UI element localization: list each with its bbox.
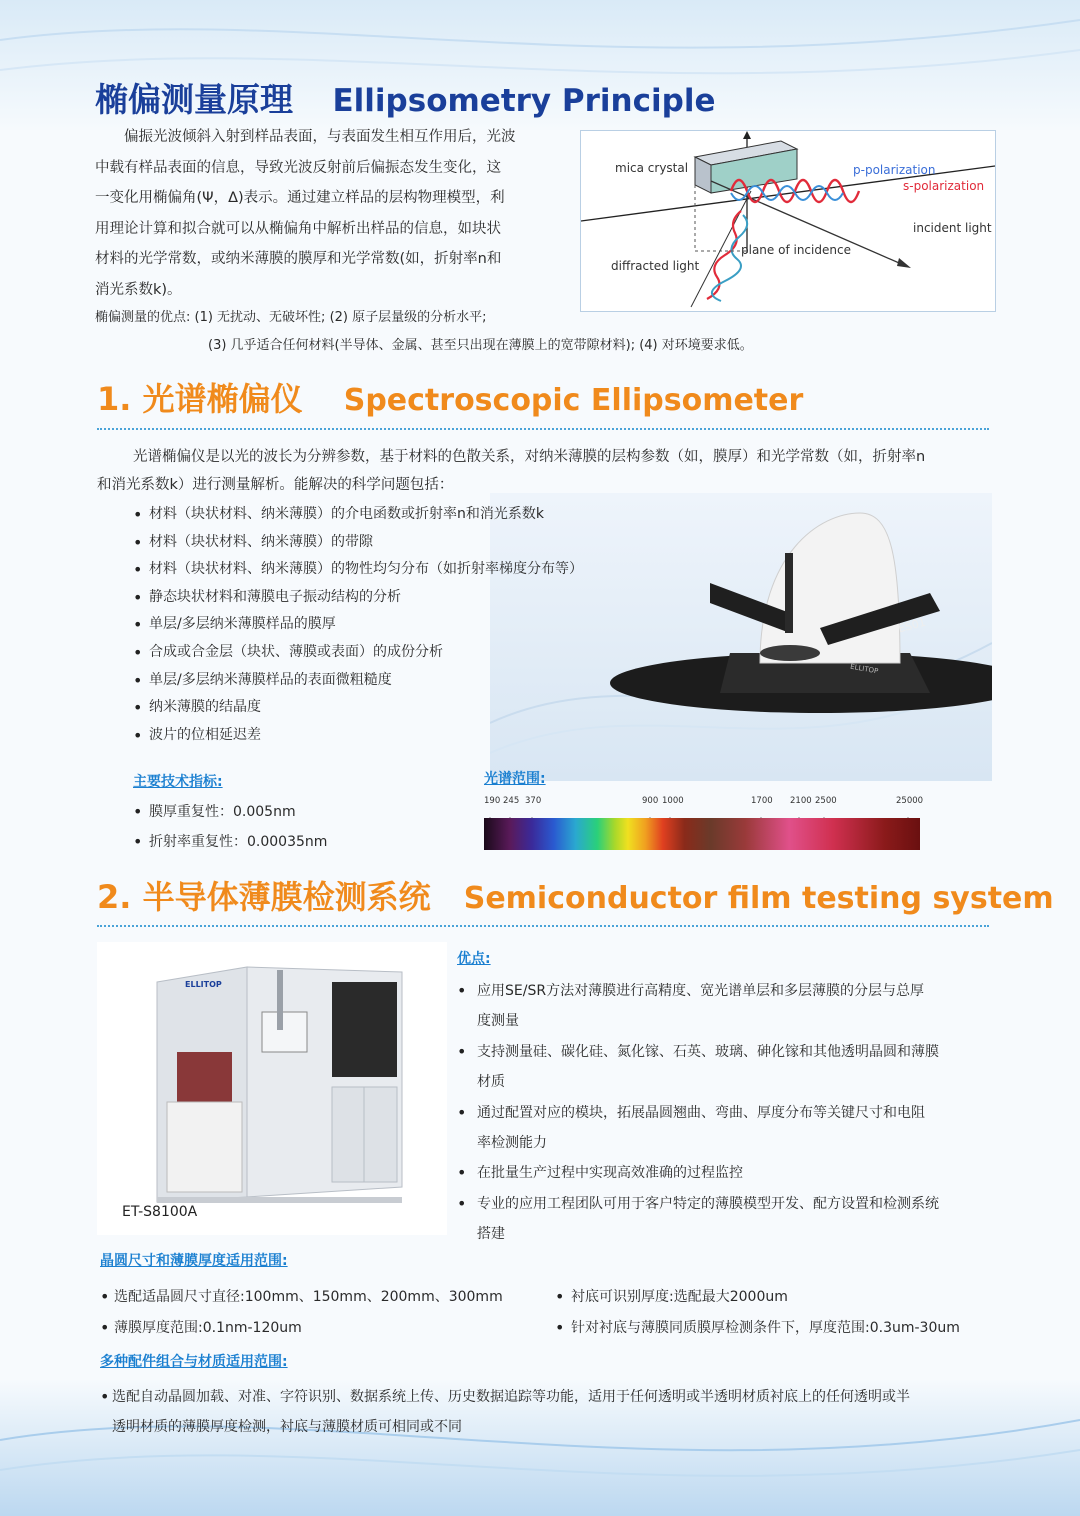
section2-divider bbox=[97, 925, 989, 927]
section1-intro-line: 和消光系数k）进行测量解析。能解决的科学问题包括： bbox=[97, 477, 454, 493]
combo-list bbox=[100, 1382, 995, 1442]
list-item bbox=[457, 1158, 993, 1188]
section1-title-cn: 1. 光谱椭偏仪 bbox=[97, 380, 303, 418]
list-item bbox=[457, 976, 993, 1037]
section1-title bbox=[97, 374, 803, 420]
semiconductor-system-photo bbox=[97, 942, 447, 1235]
combo-line: • 选配自动晶圆加载、对准、字符识别、数据系统上传、历史数据追踪等功能，适用于任何透明或半透明材质衬底上的任何透明或半 bbox=[112, 1389, 910, 1405]
principle-title-cn: 椭偏测量原理 bbox=[95, 80, 293, 119]
spectrum-tick: 1000 bbox=[662, 796, 684, 806]
spectrum-tick: 190 bbox=[484, 796, 501, 806]
spectrum-tick: 1700 bbox=[751, 796, 773, 806]
principle-line: 材料的光学常数，或纳米薄膜的膜厚和光学常数(如，折射率n和 bbox=[95, 251, 502, 267]
spec-item: • 折射率重复性：0.00035nm bbox=[133, 827, 463, 857]
range-left-list bbox=[100, 1282, 540, 1343]
advantage-line: 率检测能力 bbox=[477, 1135, 547, 1152]
principle-line: 偏振光波倾斜入射到样品表面，与表面发生相互作用后，光波 bbox=[124, 129, 516, 145]
label-diffracted-light: diffracted light bbox=[611, 259, 700, 273]
machine-graphic bbox=[97, 942, 447, 1235]
section2-title-cn: 2. 半导体薄膜检测系统 bbox=[97, 878, 431, 916]
section1-intro-line: 光谱椭偏仪是以光的波长为分辨参数，基于材料的色散关系，对纳米薄膜的层构参数（如，膜厚）和光学常数（如，折射率n bbox=[133, 449, 926, 465]
range-item: • 选配适晶圆尺寸直径:100mm、150mm、200mm、300mm bbox=[100, 1282, 540, 1313]
label-incident-light: incident light bbox=[913, 221, 992, 235]
range-item: • 针对衬底与薄膜同质膜厚检测条件下，厚度范围:0.3um-30um bbox=[555, 1313, 995, 1344]
section1-item-list bbox=[133, 501, 653, 749]
advantage-line: • 支持测量硅、碳化硅、氮化镓、石英、玻璃、砷化镓和其他透明晶圆和薄膜 bbox=[477, 1043, 939, 1060]
principle-title-en: Ellipsometry Principle bbox=[332, 83, 716, 119]
advantage-line: • 应用SE/SR方法对薄膜进行高精度、宽光谱单层和多层薄膜的分层与总厚 bbox=[477, 983, 925, 999]
list-item bbox=[457, 1037, 993, 1098]
label-s-polarization: s-polarization bbox=[903, 179, 985, 193]
list-item: • 材料（块状材料、纳米薄膜）的物性均匀分布（如折射率梯度分布等） bbox=[133, 556, 653, 584]
principle-paragraph bbox=[95, 122, 565, 305]
spectrum-tick: 2100 bbox=[790, 796, 812, 806]
principle-line: 消光系数k)。 bbox=[95, 281, 182, 298]
label-mica-crystal: mica crystal bbox=[615, 161, 689, 175]
list-item: • 单层/多层纳米薄膜样品的表面微粗糙度 bbox=[133, 667, 653, 695]
spectrum-tick: 2500 bbox=[815, 796, 837, 806]
list-item: • 合成或合金层（块状、薄膜或表面）的成份分析 bbox=[133, 639, 653, 667]
list-item: • 材料（块状材料、纳米薄膜）的介电函数或折射率n和消光系数k bbox=[133, 501, 653, 529]
list-item: • 波片的位相延迟差 bbox=[133, 722, 653, 750]
principle-line: 用理论计算和拟合就可以从椭偏角中解析出样品的信息，如块状 bbox=[95, 220, 501, 237]
spectrum-tick: 245 bbox=[503, 796, 520, 806]
advantage-line: 搭建 bbox=[477, 1226, 505, 1243]
spectrum-ticks bbox=[484, 796, 924, 810]
list-item: • 材料（块状材料、纳米薄膜）的带隙 bbox=[133, 529, 653, 557]
spectrum-tick-marks bbox=[484, 810, 920, 818]
spectrum-tick: 900 bbox=[642, 796, 659, 806]
advantage-line: • 专业的应用工程团队可用于客户特定的薄膜模型开发、配方设置和检测系统 bbox=[477, 1195, 939, 1212]
section2-title bbox=[97, 872, 1054, 918]
machine-model: ET-S8100A bbox=[122, 1204, 198, 1220]
spectrum-title: 光谱范围: bbox=[484, 771, 546, 787]
principle-line: 中载有样品表面的信息，导致光波反射前后偏振态发生变化，这 bbox=[95, 159, 501, 176]
range-item: • 薄膜厚度范围:0.1nm-120um bbox=[100, 1313, 540, 1344]
advantages-title: 优点: bbox=[457, 951, 491, 967]
combo-line: 透明材质的薄膜厚度检测，衬底与薄膜材质可相同或不同 bbox=[112, 1419, 462, 1435]
advantages-line-2: (3) 几乎适合任何材料(半导体、金属、甚至只出现在薄膜上的宽带隙材料); (4) 对环境要求低。 bbox=[208, 338, 753, 353]
spectrum-bar bbox=[484, 818, 920, 850]
advantages-line-1: 椭偏测量的优点: (1) 无扰动、无破坏性; (2) 原子层量级的分析水平; bbox=[95, 310, 487, 325]
list-item: • 单层/多层纳米薄膜样品的膜厚 bbox=[133, 611, 653, 639]
section2-title-en: Semiconductor film testing system bbox=[463, 881, 1054, 916]
machine-brand: ELLITOP bbox=[185, 980, 222, 989]
section1-title-en: Spectroscopic Ellipsometer bbox=[343, 383, 804, 418]
advantages-list bbox=[457, 976, 993, 1250]
list-item bbox=[457, 1098, 993, 1159]
section1-intro bbox=[97, 443, 992, 499]
combo-item bbox=[100, 1382, 995, 1442]
range-right-list bbox=[555, 1282, 995, 1343]
range-item: • 衬底可识别厚度:选配最大2000um bbox=[555, 1282, 995, 1313]
spec-item: • 膜厚重复性：0.005nm bbox=[133, 797, 463, 827]
list-item bbox=[457, 1189, 993, 1250]
combo-title: 多种配件组合与材质适用范围: bbox=[100, 1354, 288, 1370]
device-label: ES01 bbox=[896, 615, 928, 636]
list-item: • 纳米薄膜的结晶度 bbox=[133, 694, 653, 722]
device-brand: ELLITOP bbox=[849, 662, 879, 676]
spectrum-tick: 25000 bbox=[896, 796, 924, 806]
range-title: 晶圆尺寸和薄膜厚度适用范围: bbox=[100, 1253, 288, 1269]
advantage-line: • 通过配置对应的模块，拓展晶圆翘曲、弯曲、厚度分布等关键尺寸和电阻 bbox=[477, 1104, 925, 1121]
principle-line: 一变化用椭偏角(Ψ，Δ)表示。通过建立样品的层构物理模型，利 bbox=[95, 190, 505, 206]
advantage-line: 度测量 bbox=[477, 1013, 519, 1030]
ellipsometry-diagram bbox=[580, 130, 996, 312]
specs-list bbox=[133, 797, 463, 857]
specs-title: 主要技术指标: bbox=[133, 774, 223, 790]
advantage-line: 材质 bbox=[477, 1074, 505, 1091]
list-item: • 静态块状材料和薄膜电子振动结构的分析 bbox=[133, 584, 653, 612]
label-plane-of-incidence: plane of incidence bbox=[741, 243, 851, 257]
spectrum-tick: 370 bbox=[525, 796, 542, 806]
principle-title bbox=[95, 74, 715, 121]
section1-divider bbox=[97, 428, 989, 430]
label-p-polarization: p-polarization bbox=[853, 163, 936, 177]
advantage-line: • 在批量生产过程中实现高效准确的过程监控 bbox=[477, 1165, 743, 1182]
